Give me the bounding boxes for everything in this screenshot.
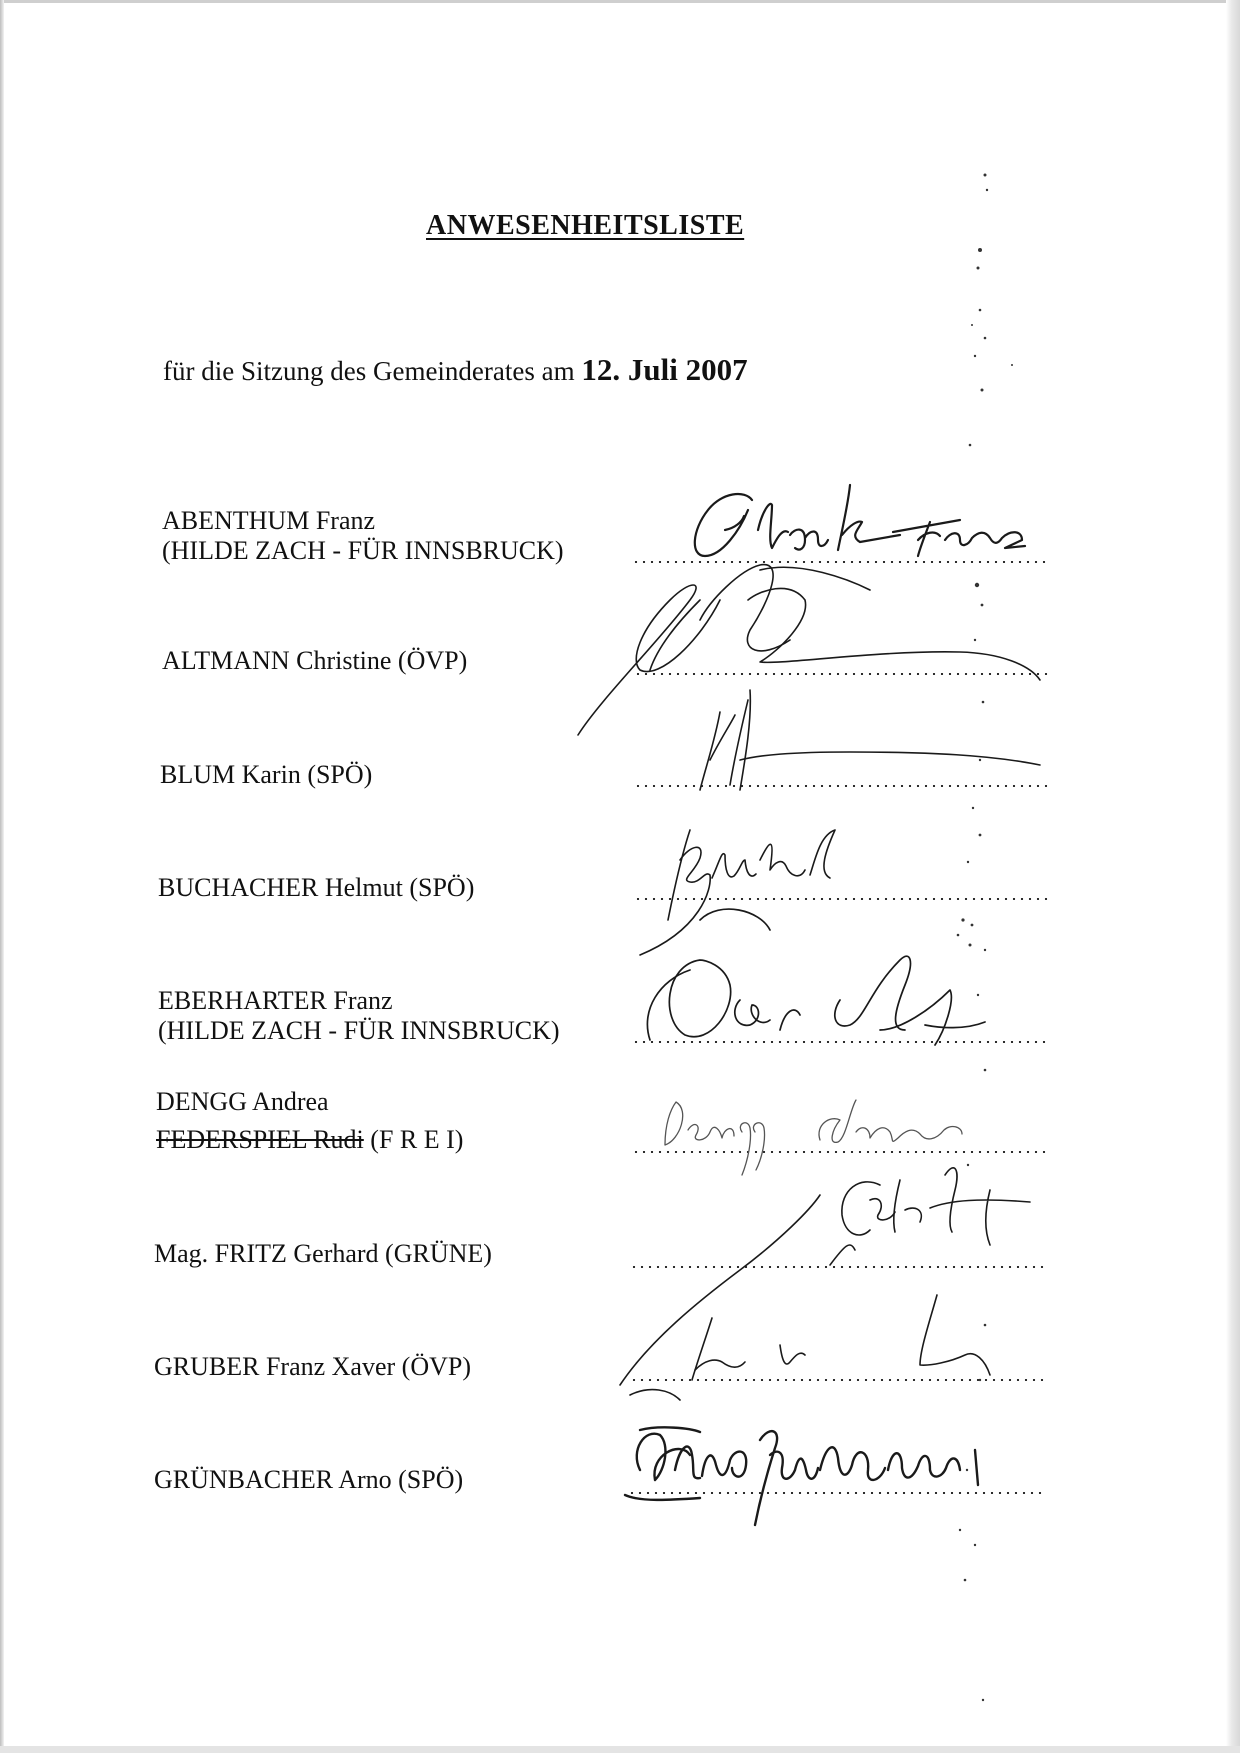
attendee-line-1: BLUM Karin (SPÖ) [160,760,373,789]
attendee-line-1: GRUBER Franz Xaver (ÖVP) [154,1352,472,1381]
attendee-line-1: GRÜNBACHER Arno (SPÖ) [154,1465,464,1494]
attendee-line-1: DENGG Andrea [156,1087,329,1116]
attendee-line-1: EBERHARTER Franz [158,986,393,1015]
subtitle-prefix: für die Sitzung des Gemeinderates am [163,356,582,386]
attendee-affiliation: (HILDE ZACH - FÜR INNSBRUCK) [162,536,564,565]
meeting-date: 12. Juli 2007 [581,352,748,387]
attendee-line-1: ABENTHUM Franz [162,506,376,535]
attendee-line-1: Mag. FRITZ Gerhard (GRÜNE) [154,1239,492,1268]
document-title: ANWESENHEITSLISTE [426,210,745,241]
attendee-affiliation: (HILDE ZACH - FÜR INNSBRUCK) [158,1016,560,1045]
attendee-line-1: ALTMANN Christine (ÖVP) [162,646,468,675]
struck-through-name: FEDERSPIEL Rudi [156,1125,364,1154]
attendee-affiliation: (F R E I) [363,1125,464,1154]
attendee-line-1: BUCHACHER Helmut (SPÖ) [158,873,475,902]
